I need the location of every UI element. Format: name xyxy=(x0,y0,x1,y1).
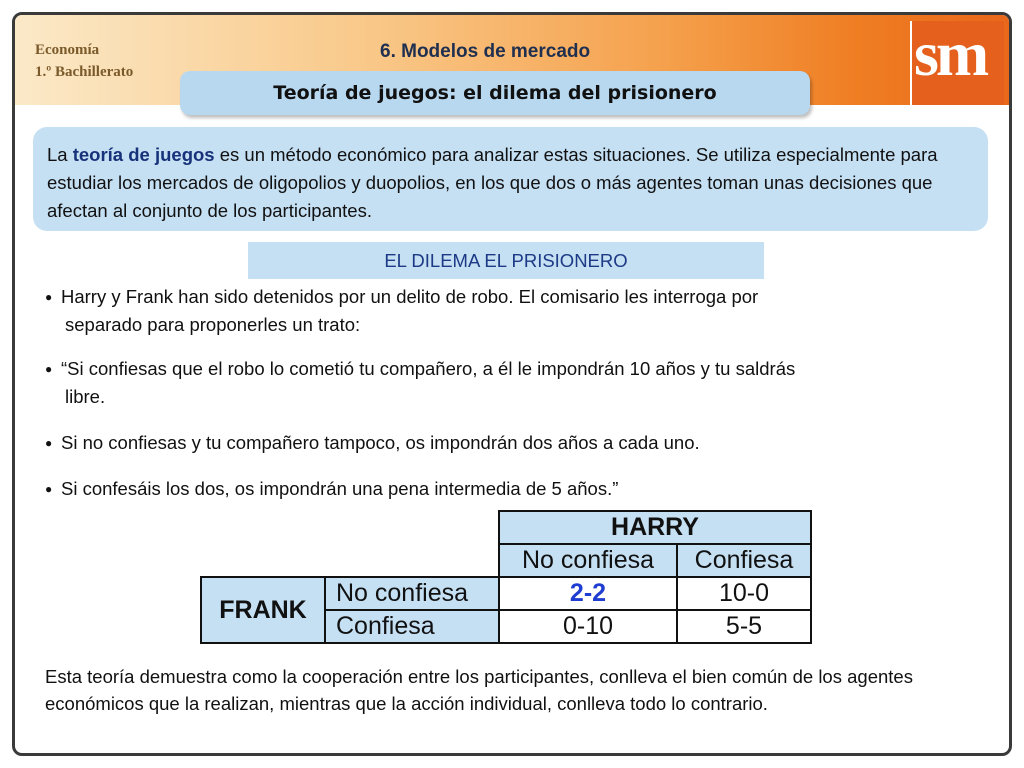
bullet-item xyxy=(45,429,700,457)
col-label: Confiesa xyxy=(677,544,811,577)
bullet-text: Si confesáis los dos, os impondrán una pena intermedia de 5 años.” xyxy=(61,478,619,499)
bullet-dot-icon: ● xyxy=(45,436,53,450)
bullet-dot-icon: ● xyxy=(45,482,53,496)
intro-box xyxy=(33,127,988,231)
col-player-header: HARRY xyxy=(499,511,811,544)
bullet-dot-icon: ● xyxy=(45,362,53,376)
bullet-text-cont: separado para proponerles un trato: xyxy=(65,314,361,335)
row-player-header: FRANK xyxy=(201,577,325,643)
bullet-text: Harry y Frank han sido detenidos por un delito de robo. El comisario les interroga por xyxy=(61,286,759,307)
table-cell: 2-2 xyxy=(499,577,677,610)
bullet-text: “Si confiesas que el robo lo cometió tu compañero, a él le impondrán 10 años y tu saldrás xyxy=(61,358,796,379)
intro-prefix: La xyxy=(47,144,73,165)
bullet-text-cont: libre. xyxy=(65,386,106,407)
intro-text: es un método económico para analizar estas situaciones. Se utiliza especialmente para estudiar los mercados de oligopolios y duopolios, en los que dos o más agentes toman unas decisiones que afectan al conjunto de los participantes. xyxy=(47,144,938,221)
section-heading: EL DILEMA EL PRISIONERO xyxy=(248,242,764,279)
slide-subtitle: Teoría de juegos: el dilema del prisionero xyxy=(273,82,717,104)
course-subject: Economía xyxy=(35,42,100,58)
course-label xyxy=(35,39,133,83)
table-cell: 5-5 xyxy=(677,610,811,643)
table-cell: 0-10 xyxy=(499,610,677,643)
col-label: No confiesa xyxy=(499,544,677,577)
bullet-item xyxy=(45,355,795,411)
intro-highlight: teoría de juegos xyxy=(72,144,215,165)
bullet-item xyxy=(45,283,758,339)
slide-frame xyxy=(12,12,1012,756)
bullet-item xyxy=(45,475,618,503)
bullet-text: Si no confiesas y tu compañero tampoco, os impondrán dos años a cada uno. xyxy=(61,432,700,453)
subtitle-banner xyxy=(180,71,810,115)
course-level: 1.º Bachillerato xyxy=(35,64,134,80)
table-row xyxy=(201,577,811,610)
table-row xyxy=(201,511,811,544)
row-label: No confiesa xyxy=(325,577,499,610)
conclusion-text: Esta teoría demuestra como la cooperación entre los participantes, conlleva el bien común de los agentes económicos que la realizan, mientras que la acción individual, conlleva todo lo contrario. xyxy=(45,666,913,714)
payoff-table xyxy=(200,510,812,644)
sm-logo xyxy=(910,18,1004,105)
bullet-dot-icon: ● xyxy=(45,290,53,304)
table-cell: 10-0 xyxy=(677,577,811,610)
unit-title: 6. Modelos de mercado xyxy=(380,41,591,62)
sm-logo-text: sm xyxy=(914,18,987,89)
row-label: Confiesa xyxy=(325,610,499,643)
table-row xyxy=(201,544,811,577)
